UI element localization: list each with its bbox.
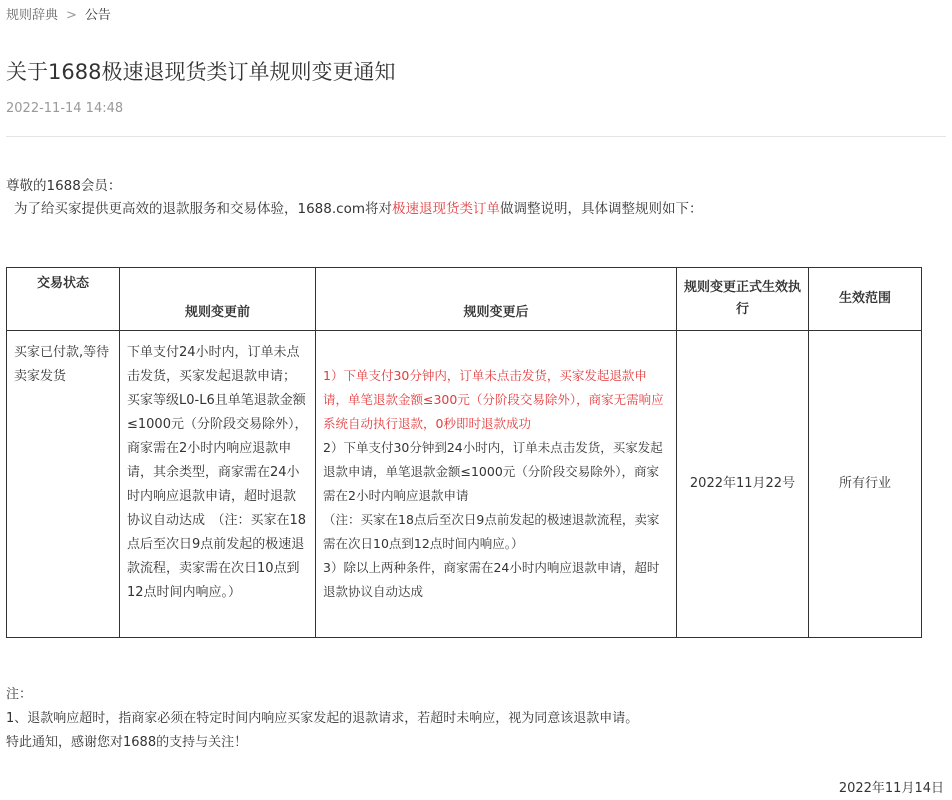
notes-section	[6, 683, 638, 755]
signature-date: 2022年11月14日	[838, 781, 944, 796]
breadcrumb-link-rules-dictionary[interactable]: 规则辞典	[6, 8, 59, 23]
cell-scope: 所有行业	[809, 331, 922, 638]
intro-text-before: 为了给买家提供更高效的退款服务和交易体验，1688.com将对	[14, 201, 392, 217]
cell-trade-state: 买家已付款,等待卖家发货	[7, 331, 120, 638]
breadcrumb-separator: >	[66, 8, 77, 23]
breadcrumb	[6, 4, 111, 23]
header-trade-state: 交易状态	[7, 268, 120, 331]
rule-after-note: （注：买家在18点后至次日9点前发起的极速退款流程，卖家需在次日10点到12点时间内响应。）	[323, 512, 660, 551]
table-header-row	[7, 268, 922, 331]
intro-highlight: 极速退现货类订单	[391, 201, 500, 217]
header-scope: 生效范围	[809, 268, 922, 331]
cell-rule-after	[316, 331, 677, 638]
rules-table	[6, 267, 922, 638]
table-row	[7, 331, 922, 638]
closing-text: 特此通知，感谢您对1688的支持与关注！	[6, 735, 248, 750]
rule-after-item-3: 3）除以上两种条件，商家需在24小时内响应退款申请，超时退款协议自动达成	[323, 560, 660, 599]
cell-effective-date: 2022年11月22号	[677, 331, 809, 638]
header-effective-date: 规则变更正式生效执行	[677, 268, 809, 331]
notes-label: 注：	[6, 687, 33, 702]
page-title: 关于1688极速退现货类订单规则变更通知	[6, 60, 396, 84]
intro-text-after: 做调整说明，具体调整规则如下：	[499, 201, 703, 217]
header-rule-before: 规则变更前	[120, 268, 316, 331]
rule-after-item-1: 1）下单支付30分钟内，订单未点击发货，买家发起退款申请，单笔退款金额≤300元（分阶段交易除外），商家无需响应系统自动执行退款，0秒即时退款成功	[323, 368, 664, 431]
header-rule-after: 规则变更后	[316, 268, 677, 331]
intro-paragraph	[14, 197, 702, 217]
breadcrumb-current: 公告	[84, 8, 111, 23]
rule-after-item-2: 2）下单支付30分钟到24小时内，订单未点击发货，买家发起退款申请，单笔退款金额≤1000元（分阶段交易除外），商家需在2小时内响应退款申请	[323, 440, 663, 503]
publish-date: 2022-11-14 14:48	[6, 101, 124, 116]
cell-rule-before: 下单支付24小时内，订单未点击发货，买家发起退款申请；买家等级L0-L6且单笔退款金额≤1000元（分阶段交易除外），商家需在2小时内响应退款申请，其余类型，商家需在24小时内响应退款申请，超时退款协议自动达成 （注：买家在18点后至次日9点前发起的极速退款流程，卖家需在次日10点到12点时间内响应。）	[120, 331, 316, 638]
divider	[6, 136, 946, 137]
greeting: 尊敬的1688会员：	[6, 178, 122, 194]
note-item-1: 1、退款响应超时，指商家必须在特定时间内响应买家发起的退款请求，若超时未响应，视为同意该退款申请。	[6, 711, 639, 726]
